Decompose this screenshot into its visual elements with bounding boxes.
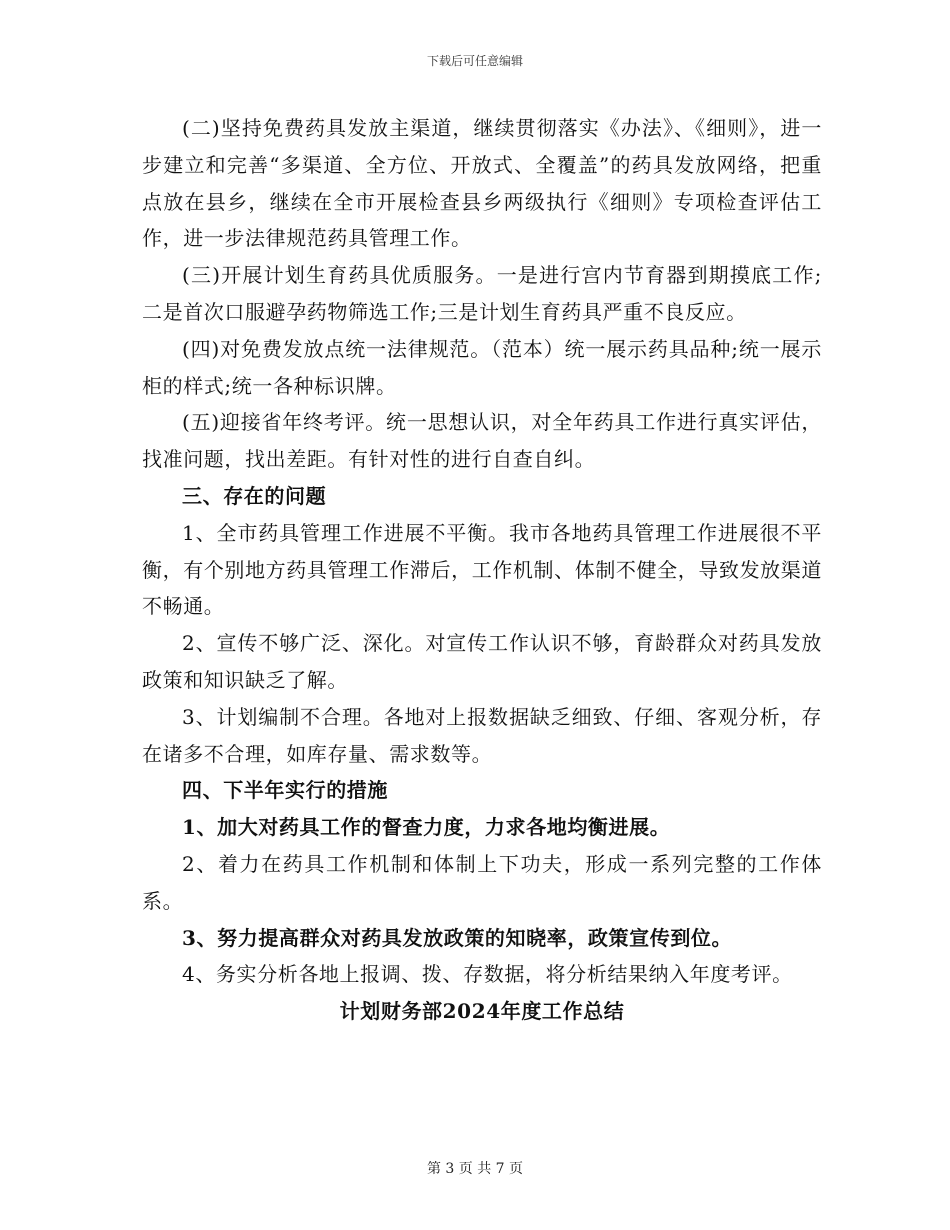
measure-item-1: 1、加大对药具工作的督查力度，力求各地均衡进展。 [182,815,671,840]
measure-item-3: 3、努力提高群众对药具发放政策的知晓率，政策宣传到位。 [182,925,733,950]
paragraph-item-3: (三)开展计划生育药具优质服务。一是进行宫内节育器到期摸底工作;二是首次口服避孕药物筛选工作;三是计划生育药具严重不良反应。 [142,263,822,324]
paragraph-item-4: (四)对免费发放点统一法律规范。（范本）统一展示药具品种;统一展示柜的样式;统一各种标识牌。 [142,336,822,398]
problem-item-3: 3、计划编制不合理。各地对上报数据缺乏细致、仔细、客观分析，存在诸多不合理，如库存量、需求数等。 [142,704,822,766]
next-document-title: 计划财务部2024年度工作总结 [339,999,625,1024]
section-heading-measures: 四、下半年实行的措施 [182,778,388,803]
page-header-note: 下载后可任意编辑 [426,54,523,68]
section-heading-problems: 三、存在的问题 [182,483,327,508]
measure-item-4: 4、务实分析各地上报调、拨、存数据，将分析结果纳入年度考评。 [182,962,793,987]
page-number-footer: 第 3 页 共 7 页 [426,1161,524,1177]
problem-item-1: 1、全市药具管理工作进展不平衡。我市各地药具管理工作进展很不平衡，有个别地方药具管理工作滞后，工作机制、体制不健全，导致发放渠道不畅通。 [142,520,822,619]
measure-item-2: 2、着力在药具工作机制和体制上下功夫，形成一系列完整的工作体系。 [142,851,822,913]
document-body [142,110,822,1030]
paragraph-item-2: (二)坚持免费药具发放主渠道，继续贯彻落实《办法》、《细则》，进一步建立和完善“多渠道、全方位、开放式、全覆盖”的药具发放网络，把重点放在县乡，继续在全市开展检查县乡两级执行《细则》专项检查评估工作，进一步法律规范药具管理工作。 [142,116,822,251]
problem-item-2: 2、宣传不够广泛、深化。对宣传工作认识不够，育龄群众对药具发放政策和知识缺乏了解。 [142,631,822,692]
paragraph-item-5: (五)迎接省年终考评。统一思想认识，对全年药具工作进行真实评估，找准问题，找出差距。有针对性的进行自查自纠。 [142,410,822,472]
